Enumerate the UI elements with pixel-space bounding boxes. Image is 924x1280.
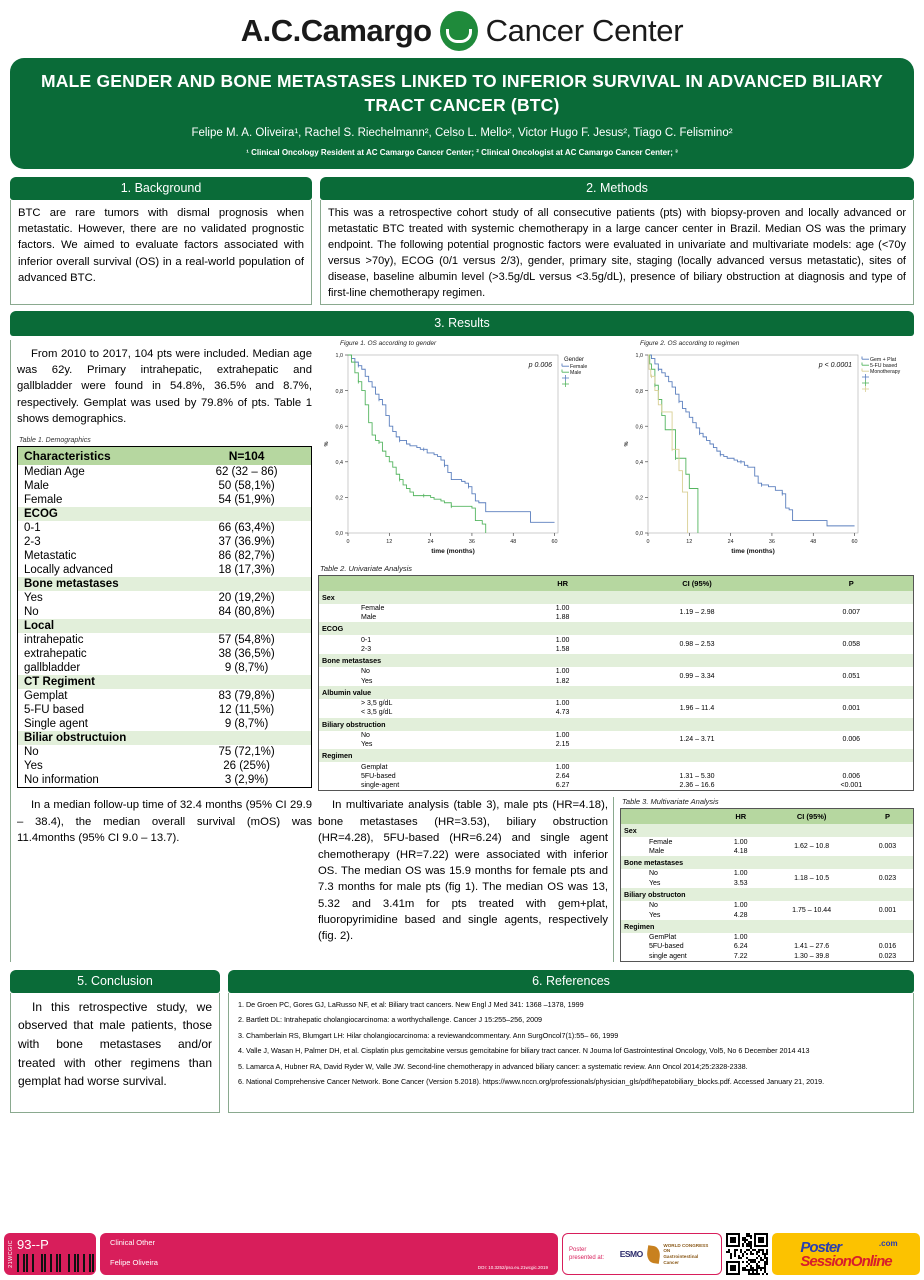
hr-value: 6.24 — [733, 943, 748, 951]
table1-value-cell: 86 (82,7%) — [218, 550, 275, 563]
background-methods-row — [0, 169, 924, 305]
row-label: 5FU-based — [361, 772, 396, 780]
table-row — [18, 773, 312, 788]
background-panel — [10, 177, 312, 305]
table-row — [319, 772, 914, 781]
table1-header-cell: N=104 — [182, 447, 311, 466]
row-label: No — [649, 902, 658, 910]
table-row — [621, 933, 914, 942]
row-label: Yes — [649, 911, 661, 919]
table1-value-cell: 83 (79,8%) — [218, 690, 275, 703]
hr-value: 1.00 — [733, 933, 748, 941]
svg-text:24: 24 — [427, 538, 434, 545]
table-row — [18, 703, 312, 717]
table1-value-cell: 38 (36,5%) — [218, 648, 275, 661]
table1-label-cell: Metastatic — [24, 550, 77, 563]
svg-text:36: 36 — [468, 538, 475, 545]
hr-value: 1.00 — [555, 731, 570, 739]
table1-label-cell: Bone metastases — [18, 577, 183, 591]
svg-text:time (months): time (months) — [431, 547, 475, 555]
hr-value: 1.00 — [555, 668, 570, 676]
background-heading: 1. Background — [10, 177, 312, 200]
ci-value: 2.36 – 16.6 — [679, 782, 715, 790]
pso-dotcom: .com — [878, 1238, 898, 1248]
p-value — [862, 933, 914, 942]
svg-text:0,6: 0,6 — [635, 423, 643, 430]
results-paragraph-1: From 2010 to 2017, 104 pts were included. Median age was 62y. Primary intrahepatic, extrahepatic and gallbladder were found in 54.8%, 36.5% and 8.7%, respectively. Gemplat was used by 79.8% of pts. Table 1 shows demographics. — [17, 347, 312, 426]
poster-id-block — [4, 1233, 96, 1275]
table2-header-cell: HR — [521, 575, 605, 591]
table-row — [319, 635, 914, 644]
p-value: 0.058 — [842, 641, 861, 649]
p-value: 0.007 — [842, 609, 861, 617]
row-label: 0-1 — [361, 636, 372, 644]
group-label: ECOG — [319, 622, 914, 635]
hr-value: 1.00 — [555, 604, 570, 612]
figure-2 — [618, 340, 914, 562]
p-value: 0.023 — [878, 875, 897, 883]
table2-group-row — [319, 622, 914, 635]
table-row — [319, 667, 914, 676]
ci-value — [761, 933, 862, 942]
ci-value: 1.19 – 2.98 — [679, 609, 715, 617]
hr-value: 1.00 — [733, 902, 748, 910]
table2-group-row — [319, 749, 914, 762]
svg-text:0,2: 0,2 — [335, 495, 343, 502]
p-value: 0.003 — [878, 843, 897, 851]
table1-group-row — [18, 731, 312, 745]
results-heading: 3. Results — [10, 311, 914, 336]
hr-value: 1.58 — [555, 645, 570, 653]
svg-text:0,0: 0,0 — [635, 530, 643, 537]
multivariate-analysis-table — [620, 808, 914, 961]
table-row — [18, 465, 312, 479]
table1-label-cell: ECOG — [18, 507, 183, 521]
hr-value: 1.00 — [555, 763, 570, 771]
row-label: Female — [361, 604, 385, 612]
hr-value: 4.18 — [733, 848, 748, 856]
table1-label-cell: Locally advanced — [24, 564, 113, 577]
list-item: 6. National Comprehensive Cancer Network. Bone Cancer (Version 5.2018). https://www.nccn.org/professionals/physician_gls/pdf/hepatobiliary_blocks.pdf. Accessed January 21, 2019. — [238, 1077, 825, 1087]
group-label: Sex — [319, 591, 914, 604]
table-row — [621, 869, 914, 878]
postersessiononline-logo[interactable] — [772, 1233, 920, 1275]
pso-word-poster: Poster — [800, 1238, 842, 1256]
svg-text:24: 24 — [727, 538, 734, 545]
leaf-icon — [646, 1245, 661, 1264]
table3-caption: Table 3. Multivariate Analysis — [622, 797, 719, 807]
author-list: Felipe M. A. Oliveira¹, Rachel S. Riechelmann², Celso L. Mello², Victor Hugo F. Jesus², Tiago C. Felismino² — [191, 127, 733, 140]
gi-logo-line-3: Cancer — [663, 1259, 679, 1265]
hr-value: 1.00 — [555, 700, 570, 708]
p-value: 0.006 — [842, 772, 861, 780]
svg-text:%: % — [324, 441, 330, 447]
table3-header-cell — [621, 809, 721, 825]
hr-value: 7.22 — [733, 952, 748, 960]
row-label: single agent — [649, 952, 687, 960]
svg-text:0,4: 0,4 — [635, 459, 643, 466]
ci-value: 0.98 – 2.53 — [679, 641, 715, 649]
row-label: Male — [361, 614, 377, 622]
row-label: > 3,5 g/dL — [361, 700, 393, 708]
group-label: Albumin value — [319, 686, 914, 699]
table1-label-cell: 0-1 — [24, 522, 41, 535]
reference-list — [236, 1000, 906, 1088]
table-header-row — [18, 447, 312, 466]
methods-heading: 2. Methods — [320, 177, 914, 200]
svg-text:0,2: 0,2 — [635, 495, 643, 502]
hr-value: 4.73 — [555, 709, 570, 717]
group-label: Bone metastases — [621, 856, 914, 869]
table-row — [18, 689, 312, 703]
table1-label-cell: Yes — [24, 760, 43, 773]
table2-group-row — [319, 686, 914, 699]
table-row — [319, 699, 914, 708]
row-label: 2-3 — [361, 645, 372, 653]
poster-title-banner — [10, 58, 914, 169]
table2-header-cell: CI (95%) — [604, 575, 789, 591]
list-item: 1. De Groen PC, Gores GJ, LaRusso NF, et al: Biliary tract cancers. New Engl J Med 341: 1368 –1378, 1999 — [238, 999, 584, 1009]
group-label: Bone metastases — [319, 654, 914, 667]
list-item: 3. Chamberlain RS, Blumgart LH: Hilar cholangiocarcinoma: a reviewandcommentary. Ann SurgOncol7(1):55– 66, 1999 — [238, 1030, 619, 1040]
table3-header-cell: P — [862, 809, 914, 825]
svg-text:0,4: 0,4 — [335, 459, 343, 466]
table-row — [18, 479, 312, 493]
table-row — [18, 535, 312, 549]
institution-logo — [0, 0, 924, 56]
table3-group-row — [621, 824, 914, 837]
poster-doi: DOI: 10.3252/pso.eu.21wcgic.2019 — [477, 1265, 548, 1270]
table1-value-cell: 57 (54,8%) — [218, 634, 275, 647]
svg-text:36: 36 — [768, 538, 775, 545]
table1-group-row — [18, 507, 312, 521]
table-row — [18, 745, 312, 759]
qr-code-icon[interactable] — [726, 1233, 768, 1275]
logo-text-camargo: A.C.Camargo — [240, 13, 432, 48]
conclusion-heading: 5. Conclusion — [10, 970, 220, 993]
table1-label-cell: Single agent — [24, 718, 88, 731]
hr-value: 1.88 — [555, 614, 570, 622]
presented-line-1: Poster — [569, 1246, 587, 1253]
table1-value-cell: 9 (8,7%) — [224, 718, 269, 731]
table1-label-cell: 5-FU based — [24, 704, 85, 717]
table1-value-cell: 66 (63,4%) — [218, 522, 275, 535]
svg-text:0,6: 0,6 — [335, 423, 343, 430]
table-row — [18, 605, 312, 619]
row-label: < 3,5 g/dL — [361, 709, 393, 717]
table1-value-cell: 26 (25%) — [223, 760, 270, 773]
ci-value: 1.30 – 39.8 — [794, 952, 830, 960]
p-value: 0.001 — [842, 704, 861, 712]
table1-label-cell: Median Age — [24, 466, 85, 479]
poster-presenter: Felipe Oliveira — [110, 1258, 158, 1267]
ci-value: 1.62 – 10.8 — [794, 843, 830, 851]
table1-value-cell — [182, 577, 311, 591]
references-heading: 6. References — [228, 970, 914, 993]
table1-label-cell: CT Regiment — [18, 675, 183, 689]
table1-label-cell: intrahepatic — [24, 634, 84, 647]
table1-value-cell — [182, 675, 311, 689]
figures-row — [318, 340, 914, 562]
ci-value: 1.31 – 5.30 — [679, 772, 715, 780]
svg-text:%: % — [624, 441, 630, 447]
list-item: 4. Valle J, Wasan H, Palmer DH, et al. Cisplatin plus gemcitabine versus gemcitabine for biliary tract cancer. N Journa lof Gastrointestinal Oncology, Vol5, No 6 December 2014 413 — [238, 1046, 810, 1056]
row-label: No — [361, 731, 370, 739]
table1-label-cell: No — [24, 606, 39, 619]
ci-value: 1.24 – 3.71 — [679, 736, 715, 744]
hr-value: 1.82 — [555, 677, 570, 685]
svg-text:p 0.006: p 0.006 — [528, 361, 552, 369]
table1-value-cell: 37 (36.9%) — [218, 536, 275, 549]
p-value: 0.001 — [878, 906, 897, 914]
table1-value-cell: 75 (72,1%) — [218, 746, 275, 759]
table1-label-cell: Yes — [24, 592, 43, 605]
svg-text:Female: Female — [570, 363, 588, 370]
hr-value: 2.64 — [555, 772, 570, 780]
table3-group-row — [621, 888, 914, 901]
results-paragraph-3: In multivariate analysis (table 3), male pts (HR=4.18), bone metastases (HR=3.53), biliary obstruction (HR=4.28), 5FU-based (HR=6.24) and single agent chemotherapy (HR=7.22) were associated with inferior OS. The median OS was 15.9 months for female pts and 7.3 months for male pts (fig 1). The median OS was 13, 5.32 and 3.41m for pts treated with gem+plat, fluoropyrimidine based and single agents, respectively (fig. 2). — [318, 799, 608, 943]
table-row — [319, 731, 914, 740]
table1-label-cell: gallbladder — [24, 662, 81, 675]
congress-code-label: 21WCGIC — [8, 1240, 14, 1268]
svg-text:12: 12 — [686, 538, 693, 545]
table2-group-row — [319, 654, 914, 667]
svg-text:0,8: 0,8 — [335, 388, 343, 395]
hr-value: 1.00 — [733, 870, 748, 878]
svg-text:Male: Male — [570, 369, 582, 376]
demographics-table — [17, 446, 312, 788]
p-value: 0.016 — [878, 943, 897, 951]
row-label: No — [649, 870, 658, 878]
table1-value-cell: 84 (80,8%) — [218, 606, 275, 619]
hr-value: 1.00 — [733, 838, 748, 846]
svg-text:0,8: 0,8 — [635, 388, 643, 395]
table1-group-row — [18, 675, 312, 689]
table1-value-cell: 54 (51,9%) — [218, 494, 275, 507]
table-row — [319, 781, 914, 791]
gi-logo-line-1: WORLD CONGRESS ON — [663, 1242, 709, 1254]
conclusion-references-row — [0, 962, 924, 1113]
results-right-column — [318, 340, 914, 962]
table1-label-cell: Gemplat — [24, 690, 68, 703]
hr-value: 2.15 — [555, 741, 570, 749]
gi-congress-logo — [663, 1243, 715, 1266]
table1-value-cell — [182, 619, 311, 633]
svg-text:time (months): time (months) — [731, 547, 775, 555]
table1-value-cell: 3 (2,9%) — [224, 774, 269, 787]
ci-value: 1.41 – 27.6 — [794, 943, 830, 951]
hr-value: 1.00 — [555, 636, 570, 644]
ci-value: 1.18 – 10.5 — [794, 875, 830, 883]
table1-label-cell: 2-3 — [24, 536, 41, 549]
conclusion-panel — [10, 970, 220, 1113]
affiliations: ¹ Clinical Oncology Resident at AC Camargo Cancer Center; ² Clinical Oncologist at AC Camargo Cancer Center; ³ — [246, 148, 678, 158]
table-row — [621, 901, 914, 910]
figure-1-caption: Figure 1. OS according to gender — [340, 339, 437, 347]
table1-value-cell: 50 (58,1%) — [218, 480, 275, 493]
group-label: Sex — [621, 824, 914, 837]
table-row — [18, 493, 312, 507]
row-label: Yes — [649, 879, 661, 887]
p-value: 0.006 — [842, 736, 861, 744]
table1-label-cell: No information — [24, 774, 99, 787]
esmo-logo: ESMO — [619, 1249, 643, 1259]
table1-label-cell: extrahepatic — [24, 648, 87, 661]
row-label: 5FU-based — [649, 943, 684, 951]
table2-group-row — [319, 718, 914, 731]
poster-footer-bar — [0, 1230, 924, 1280]
table1-header-cell: Characteristics — [18, 447, 183, 466]
ci-value — [604, 762, 789, 771]
poster-id-number: 93--P — [17, 1236, 49, 1252]
row-label: Male — [649, 848, 665, 856]
svg-text:Monotherapy: Monotherapy — [870, 368, 901, 375]
poster-meta-block — [100, 1233, 558, 1275]
gi-logo-line-2: Gastrointestinal — [663, 1254, 699, 1259]
table1-group-row — [18, 577, 312, 591]
svg-text:12: 12 — [386, 538, 393, 545]
table-row — [18, 563, 312, 577]
svg-text:1,0: 1,0 — [335, 352, 343, 359]
methods-panel — [320, 177, 914, 305]
svg-text:60: 60 — [551, 538, 558, 545]
results-section — [0, 305, 924, 962]
svg-text:48: 48 — [810, 538, 817, 545]
table1-label-cell: No — [24, 746, 39, 759]
ci-value: 1.96 – 11.4 — [679, 704, 715, 712]
ci-value: 1.75 – 10.44 — [792, 906, 832, 914]
row-label: Yes — [361, 677, 373, 685]
table1-label-cell: Male — [24, 480, 49, 493]
row-label: Gemplat — [361, 763, 388, 771]
svg-text:0: 0 — [346, 538, 350, 545]
group-label: Regimen — [319, 749, 914, 762]
table1-caption: Table 1. Demographics — [19, 437, 91, 445]
presented-at-label — [569, 1246, 616, 1263]
logo-text-cancer-center: Cancer Center — [485, 13, 684, 48]
table2-header-cell — [319, 575, 521, 591]
row-label: Yes — [361, 741, 373, 749]
table3-header-cell: CI (95%) — [761, 809, 862, 825]
table1-value-cell: 9 (8,7%) — [224, 662, 269, 675]
svg-text:60: 60 — [851, 538, 858, 545]
table-row — [18, 591, 312, 605]
svg-text:Gem + Plat: Gem + Plat — [870, 356, 897, 363]
hr-value: 3.53 — [733, 879, 748, 887]
table1-label-cell: Biliar obstructuion — [18, 731, 183, 745]
p-value — [790, 762, 914, 771]
table-row — [319, 604, 914, 613]
conclusion-text: In this retrospective study, we observed that male patients, those with bone metastases and/or treated with other regimens than gemplat had worse survival. — [18, 999, 212, 1089]
presented-line-2: presented at: — [569, 1255, 605, 1261]
table-row — [319, 762, 914, 771]
table2-group-row — [319, 591, 914, 604]
table1-value-cell — [182, 731, 311, 745]
table3-header-cell: HR — [720, 809, 761, 825]
table1-value-cell — [182, 507, 311, 521]
group-label: Biliary obstruction — [319, 718, 914, 731]
table1-value-cell: 20 (19,2%) — [218, 592, 275, 605]
smile-circle-icon — [440, 11, 478, 51]
table-row — [621, 951, 914, 961]
table-row — [18, 717, 312, 731]
row-label: GemPlat — [649, 933, 677, 941]
table1-value-cell: 18 (17,3%) — [218, 564, 275, 577]
row-label: No — [361, 668, 370, 676]
figure-2-caption: Figure 2. OS according to regimen — [640, 339, 740, 347]
figure-1 — [318, 340, 614, 562]
hr-value: 6.27 — [555, 782, 570, 790]
group-label: Regimen — [621, 920, 914, 933]
table1-label-cell: Local — [18, 619, 183, 633]
conference-logos-block — [562, 1233, 722, 1275]
methods-text: This was a retrospective cohort study of all consecutive patients (pts) with biopsy-proven and locally advanced or metastatic BTC treated with systemic chemotherapy in a large cancer center in Brazil. Median OS was the primary endpoint. The following potential prognostic factors were evaluated in univariate and multivariate models: age (<70y versus >70y), ECOG (0/1 versus 2/3), gender, primary site, staging (locally advanced versus metastatic), sites of disease, baseline albumin level (>3.5g/dL versus <3.5g/dL), presence of biliary obstruction at diagnosis and type of first-line chemotherapy regimen. — [328, 206, 906, 300]
list-item: 2. Bartlett DL: Intrahepatic cholangiocarcinoma: a worthychallenge. Cancer J 15:255–256, 2009 — [238, 1015, 543, 1025]
table-row — [18, 521, 312, 535]
svg-text:Gender: Gender — [564, 356, 585, 363]
table-row — [18, 549, 312, 563]
table3-group-row — [621, 856, 914, 869]
table1-value-cell: 12 (11,5%) — [218, 704, 275, 717]
svg-text:p < 0.0001: p < 0.0001 — [818, 361, 852, 369]
ci-value: 0.99 – 3.34 — [679, 672, 715, 680]
p-value: <0.001 — [840, 782, 863, 790]
row-label: single-agent — [361, 782, 400, 790]
table3-group-row — [621, 920, 914, 933]
hr-value: 4.28 — [733, 911, 748, 919]
table-row — [621, 837, 914, 846]
table2-header-cell: P — [790, 575, 914, 591]
list-item: 5. Lamarca A, Hubner RA, David Ryder W, Valle JW. Second-line chemotherapy in advanced biliary cancer: a systematic review. Ann Oncol 2014;25:2328-2338. — [238, 1061, 748, 1071]
group-label: Biliary obstructon — [621, 888, 914, 901]
svg-text:1,0: 1,0 — [635, 352, 643, 359]
p-value: 0.023 — [878, 952, 897, 960]
table-row — [18, 647, 312, 661]
table-row — [18, 633, 312, 647]
page-title: MALE GENDER AND BONE METASTASES LINKED TO INFERIOR SURVIVAL IN ADVANCED BILIARY TRACT CANCER (BTC) — [41, 71, 883, 115]
background-text: BTC are rare tumors with dismal prognosis when metastatic. However, there are no validated prognostic factors. We aimed to evaluate factors associated with inferior overall survival (OS) in a real-world population of advanced BTC. — [18, 206, 304, 285]
references-panel — [228, 970, 914, 1113]
svg-text:5-FU based: 5-FU based — [870, 362, 898, 369]
table-row — [621, 942, 914, 951]
pso-word-sessiononline: SessionOnline — [800, 1252, 892, 1270]
table1-label-cell: Female — [24, 494, 63, 507]
row-label: Female — [649, 838, 673, 846]
svg-text:0,0: 0,0 — [335, 530, 343, 537]
table1-value-cell: 62 (32 – 86) — [215, 466, 278, 479]
univariate-analysis-table — [318, 575, 914, 792]
poster-category: Clinical Other — [110, 1238, 156, 1247]
svg-text:0: 0 — [646, 538, 650, 545]
p-value: 0.051 — [842, 672, 861, 680]
results-paragraph-2: In a median follow-up time of 32.4 months (95% CI 29.9 – 38.4), the median overall survival (mOS) was 11.4months (95% CI 9.0 – 13.7). — [17, 799, 312, 845]
table2-caption: Table 2. Univariate Analysis — [320, 563, 412, 573]
table1-group-row — [18, 619, 312, 633]
results-left-column — [10, 340, 312, 962]
svg-text:48: 48 — [510, 538, 517, 545]
table-row — [18, 661, 312, 675]
table-row — [18, 759, 312, 773]
